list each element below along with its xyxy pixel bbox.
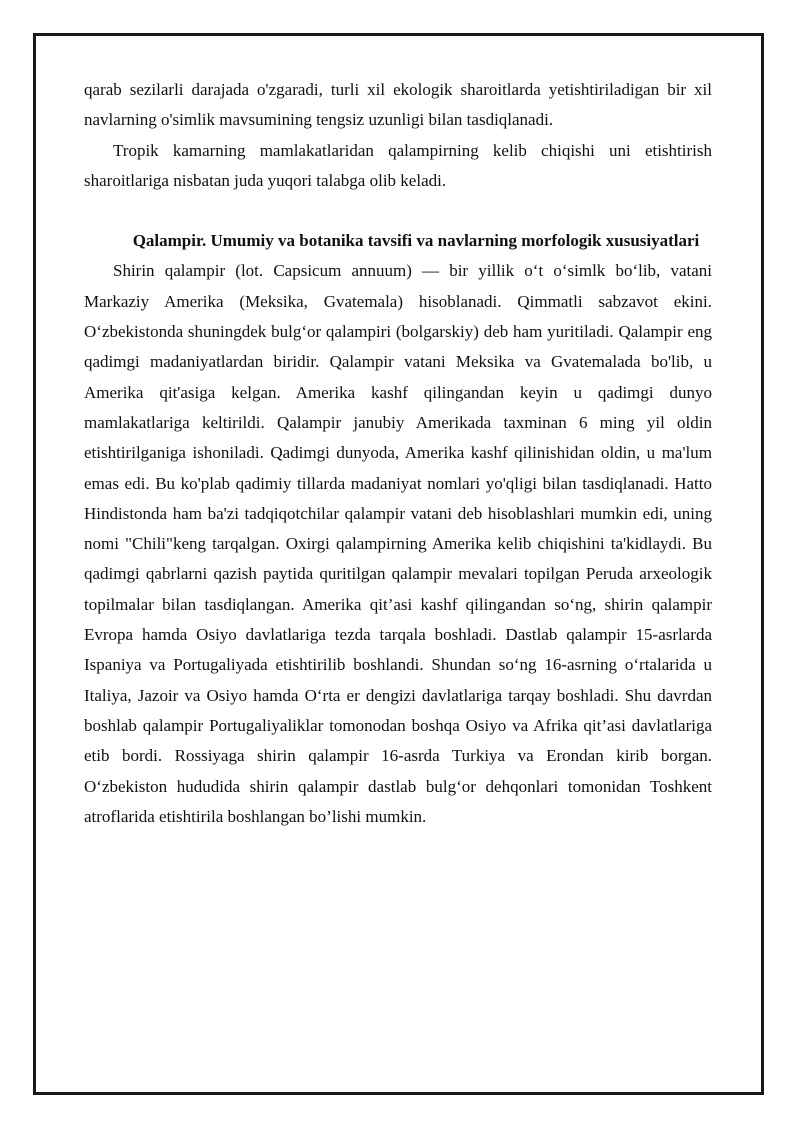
paragraph-tropical: Tropik kamarning mamlakatlaridan qalampirning kelib chiqishi uni etishtirish sharoitlariga nisbatan juda yuqori talabga olib keladi. — [84, 140, 712, 190]
paragraph-pepper-history: Shirin qalampir (lot. Capsicum annuum) — bir yillik o‘t o‘simlk bo‘lib, vatani Markaziy Amerika (Meksika, Gvatemala) hisoblanadi. Qimmatli sabzavot ekini. O‘zbekistonda shuningdek bulg‘or qalampiri (bolgarskiy) deb ham yuritiladi. Qalampir eng qadimgi madaniyatlardan biridir. Qalampir vatani Meksika va Gvatemalada bo'lib, u Amerika qit'asiga kelgan. Amerika kashf qilingandan keyin u qadimgi dunyo mamlakatlariga keltirildi. Qalampir janubiy Amerikada taxminan 6 ming yil oldin etishtirilganiga ishoniladi. Qadimgi dunyoda, Amerika kashf qilinishidan oldin, u ma'lum emas edi. Bu ko'plab qadimiy tillarda madaniyat nomlari yo'qligi bilan tasdiqlanadi. Hatto Hindistonda ham ba'zi tadqiqotchilar qalampir vatani deb hisoblashlari mumkin edi, uning nomi "Chili"keng tarqalgan. Oxirgi qalampirning Amerika kelib chiqishini ta'kidlaydi. Bu qadimgi qabrlarni qazish paytida quritilgan qalampir mevalari topilgan Peruda arxeologik topilmalar bilan tasdiqlangan. Amerika qit’asi kashf qilingandan so‘ng, shirin qalampir Evropa hamda Osiyo davlatlariga tezda tarqala boshladi. Dastlab qalampir 15-asrlarda Ispaniya va Portugaliyada etishtirilib boshlandi. Shundan so‘ng 16-asrning o‘rtalarida u Italiya, Jazoir va Osiyo hamda O‘rta er dengizi davlatlariga tarqay boshladi. Shu davrdan boshlab qalampir Portugaliyaliklar tomonodan boshqa Osiyo va Afrika qit’asi davlatlariga etib bordi. Rossiyaga shirin qalampir 16-asrda Turkiya va Erondan kirib borgan. O‘zbekiston hududida shirin qalampir dastlab bulg‘or dehqonlari tomonidan Toshkent atroflarida etishtirila boshlangan bo’lishi mumkin. — [84, 261, 712, 826]
section-heading: Qalampir. Umumiy va botanika tavsifi va navlarning morfologik xususiyatlari — [132, 231, 700, 251]
paragraph-continuation: qarab sezilarli darajada o'zgaradi, turli xil ekologik sharoitlarda yetishtiriladigan bir xil navlarning o'simlik mavsumining tengsiz uzunligi bilan tasdiqlanadi. — [84, 80, 712, 130]
document-body — [84, 75, 712, 832]
